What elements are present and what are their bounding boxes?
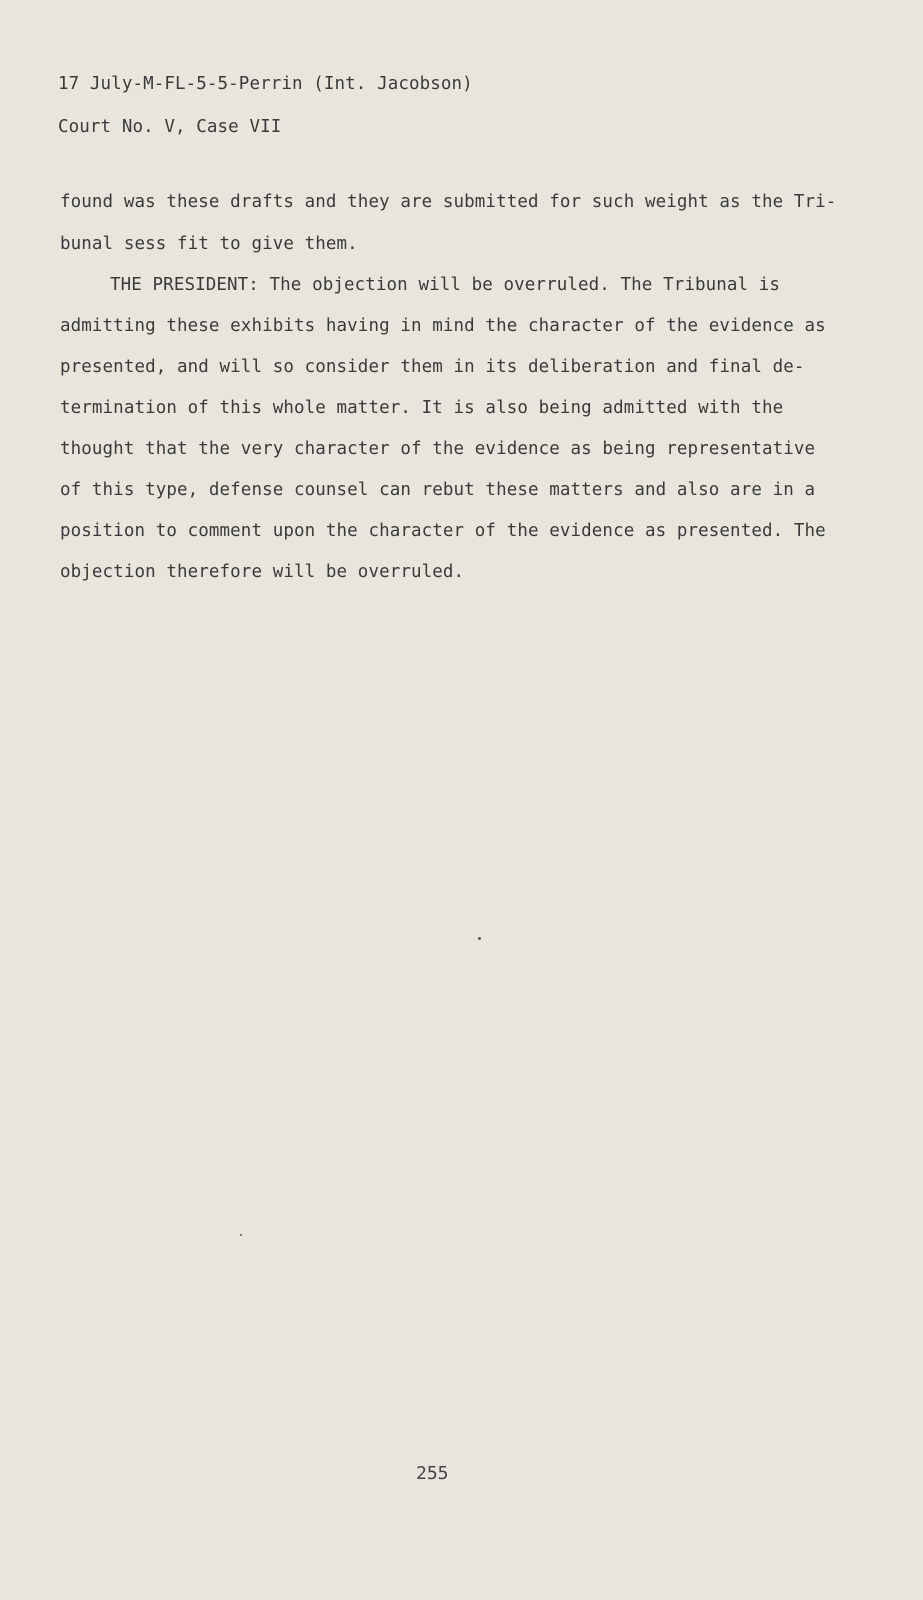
body-line-2: bunal sess fit to give them. <box>60 234 358 254</box>
page-number: 255 <box>416 1463 449 1484</box>
body-line-8: of this type, defense counsel can rebut these matters and also are in a <box>60 480 816 500</box>
body-line-5: presented, and will so consider them in its deliberation and final de- <box>60 357 805 377</box>
transcript-header-line: 17 July-M-FL-5-5-Perrin (Int. Jacobson) <box>58 74 473 94</box>
body-line-7: thought that the very character of the evidence as being representative <box>60 439 816 459</box>
body-line-10: objection therefore will be overruled. <box>60 562 465 582</box>
paper-speck <box>478 937 481 940</box>
body-line-4: admitting these exhibits having in mind the character of the evidence as <box>60 316 826 336</box>
body-line-9: position to comment upon the character of the evidence as presented. The <box>60 521 826 541</box>
body-line-6: termination of this whole matter. It is also being admitted with the <box>60 398 784 418</box>
body-line-1: found was these drafts and they are submitted for such weight as the Tri- <box>60 192 837 212</box>
court-case-line: Court No. V, Case VII <box>58 117 282 137</box>
body-line-3: THE PRESIDENT: The objection will be overruled. The Tribunal is <box>110 275 781 295</box>
paper-speck <box>240 1234 242 1236</box>
